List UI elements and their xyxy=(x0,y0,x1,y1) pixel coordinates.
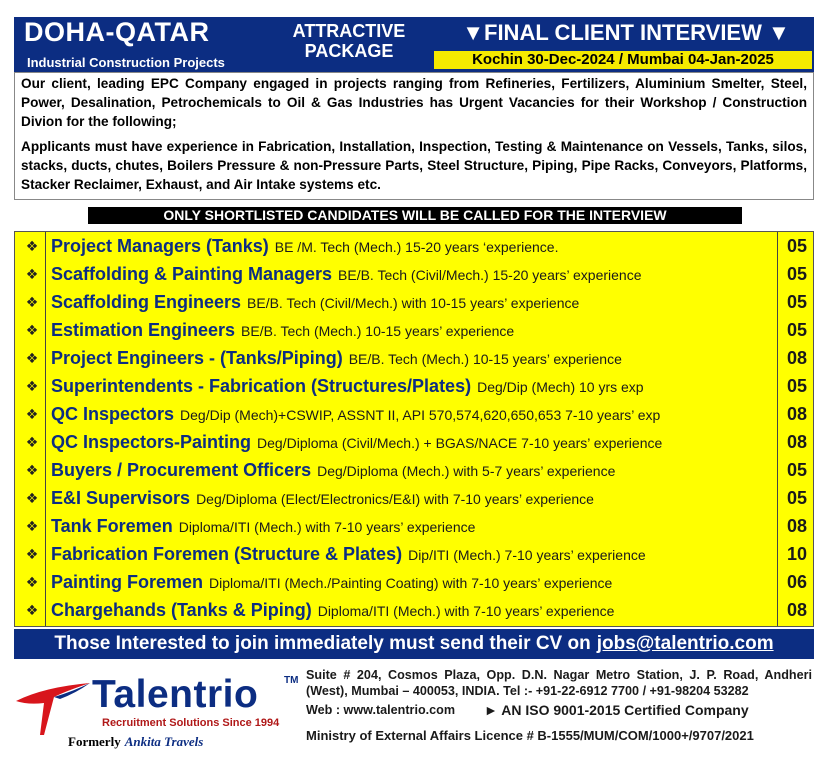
office-address: Suite # 204, Cosmos Plaza, Opp. D.N. Nagar Metro Station, J. P. Road, Andheri (West), Mumbai – 400053, INDIA. Tel :- +91-22-6912 7700 / +91-98204 53282 xyxy=(306,668,812,698)
diamond-bullet-icon: ❖ xyxy=(25,517,39,534)
job-line xyxy=(51,488,594,509)
final-interview-label: ▼FINAL CLIENT INTERVIEW ▼ xyxy=(462,20,790,45)
job-title: Scaffolding Engineers xyxy=(51,291,242,312)
intro-paragraph-requirements: Applicants must have experience in Fabrication, Installation, Inspection, Testing & Maintenance on Vessels, Tanks, silos, stacks, ducts, chutes, Boilers Pressure & non-Pressure Parts, Steel Structure, Piping, Pipe Racks, Conveyors, Platforms, Stacker Reclaimer, Exhaust, and Air Intake systems etc. xyxy=(21,139,807,192)
job-requirements: Deg/Dip (Mech) 10 yrs exp xyxy=(477,378,644,395)
job-vacancy-count: 05 xyxy=(786,291,808,312)
job-line xyxy=(51,264,642,285)
diamond-bullet-icon: ❖ xyxy=(25,265,39,282)
interview-dates: Kochin 30-Dec-2024 / Mumbai 04-Jan-2025 xyxy=(434,51,812,69)
diamond-bullet-icon: ❖ xyxy=(25,349,39,366)
job-line xyxy=(51,544,646,565)
diamond-bullet-icon: ❖ xyxy=(25,377,39,394)
job-requirements: BE/B. Tech (Mech.) 10-15 years’ experience xyxy=(241,322,515,339)
job-title: Tank Foremen xyxy=(51,515,173,536)
job-line xyxy=(51,292,579,313)
logo-tagline: Recruitment Solutions Since 1994 xyxy=(102,717,280,729)
cta-email-link[interactable]: jobs@talentrio.com xyxy=(596,633,774,654)
formerly-label: Formerly xyxy=(68,734,121,749)
diamond-bullet-icon: ❖ xyxy=(25,321,39,338)
job-title: Buyers / Procurement Officers xyxy=(51,459,312,480)
job-title: E&I Supervisors xyxy=(51,487,191,508)
job-vacancy-count: 05 xyxy=(786,459,808,480)
job-row xyxy=(15,597,815,625)
job-title: Superintendents - Fabrication (Structures/Plates) xyxy=(51,375,472,396)
job-requirements: BE/B. Tech (Civil/Mech.) 15-20 years’ experience xyxy=(338,266,642,283)
job-line xyxy=(51,460,615,481)
job-vacancy-count: 05 xyxy=(786,375,808,396)
intro-box xyxy=(14,72,814,200)
talentrio-logo xyxy=(14,667,304,750)
job-vacancy-count: 05 xyxy=(786,487,808,508)
job-requirements: BE/B. Tech (Mech.) 10-15 years’ experience xyxy=(348,350,622,367)
job-line xyxy=(51,432,662,453)
job-row xyxy=(15,457,815,485)
diamond-bullet-icon: ❖ xyxy=(25,405,39,422)
job-requirements: BE/B. Tech (Civil/Mech.) with 10-15 years’ experience xyxy=(247,294,580,311)
job-line xyxy=(51,348,622,369)
job-vacancy-count: 08 xyxy=(786,431,808,452)
attractive-package-label: ATTRACTIVE PACKAGE xyxy=(292,21,406,61)
job-title: Project Engineers - (Tanks/Piping) xyxy=(51,347,343,368)
job-row xyxy=(15,401,815,429)
job-line xyxy=(51,516,475,537)
job-line xyxy=(51,404,660,425)
job-row xyxy=(15,289,815,317)
job-requirements: Diploma/ITI (Mech.) with 7-10 years’ experience xyxy=(178,518,476,535)
job-title: QC Inspectors xyxy=(51,403,175,424)
job-vacancy-count: 10 xyxy=(786,543,808,564)
job-title: Estimation Engineers xyxy=(51,319,236,340)
logo-trademark: TM xyxy=(284,675,299,686)
job-row xyxy=(15,541,815,569)
website-label[interactable]: Web : www.talentrio.com xyxy=(306,703,456,717)
job-vacancy-count: 05 xyxy=(786,319,808,340)
job-line xyxy=(51,236,559,257)
job-row xyxy=(15,261,815,289)
job-title: Painting Foremen xyxy=(51,571,204,592)
location-subtitle: Industrial Construction Projects xyxy=(27,55,225,70)
diamond-bullet-icon: ❖ xyxy=(25,573,39,590)
job-row xyxy=(15,345,815,373)
intro-paragraph-company: Our client, leading EPC Company engaged in projects ranging from Refineries, Fertilizers, Aluminium Smelter, Steel, Power, Desalination, Petrochemicals to Oil & Gas Industries has Urgent Vacancies for their Workshop / Construction Divion for the following; xyxy=(21,76,807,129)
job-title: QC Inspectors-Painting xyxy=(51,431,252,452)
iso-certification: ► AN ISO 9001-2015 Certified Company xyxy=(484,702,749,718)
job-vacancy-count: 05 xyxy=(786,263,808,284)
header-banner xyxy=(14,17,814,72)
licence-number: Ministry of External Affairs Licence # B-1555/MUM/COM/1000+/9707/2021 xyxy=(306,728,754,743)
location-title: DOHA-QATAR xyxy=(24,17,210,47)
job-vacancy-count: 08 xyxy=(786,515,808,536)
job-title: Fabrication Foremen (Structure & Plates) xyxy=(51,543,403,564)
job-line xyxy=(51,572,612,593)
job-requirements: Deg/Dip (Mech)+CSWIP, ASSNT II, API 570,574,620,650,653 7-10 years’ exp xyxy=(180,406,661,423)
diamond-bullet-icon: ❖ xyxy=(25,545,39,562)
cta-text: Those Interested to join immediately must send their CV on xyxy=(54,633,591,654)
job-title: Chargehands (Tanks & Piping) xyxy=(51,599,312,620)
job-row xyxy=(15,485,815,513)
diamond-bullet-icon: ❖ xyxy=(25,489,39,506)
cv-call-to-action xyxy=(14,629,814,659)
job-vacancy-count: 05 xyxy=(786,235,808,256)
job-requirements: BE /M. Tech (Mech.) 15-20 years ‘experience. xyxy=(274,238,559,255)
vacancy-table xyxy=(14,231,814,627)
job-vacancy-count: 06 xyxy=(786,571,808,592)
job-row xyxy=(15,429,815,457)
job-line xyxy=(51,320,514,341)
job-requirements: Diploma/ITI (Mech.) with 7-10 years’ experience xyxy=(317,602,615,619)
job-row xyxy=(15,233,815,261)
job-vacancy-count: 08 xyxy=(786,347,808,368)
logo-wordmark: Talentrio xyxy=(92,673,259,716)
job-requirements: Dip/ITI (Mech.) 7-10 years’ experience xyxy=(408,546,646,563)
job-vacancy-count: 08 xyxy=(786,599,808,620)
job-requirements: Diploma/ITI (Mech./Painting Coating) with 7-10 years’ experience xyxy=(209,574,613,591)
job-row xyxy=(15,513,815,541)
job-row xyxy=(15,317,815,345)
diamond-bullet-icon: ❖ xyxy=(25,433,39,450)
talentrio-swoosh-icon xyxy=(14,677,94,737)
job-line xyxy=(51,600,614,621)
job-row xyxy=(15,373,815,401)
diamond-bullet-icon: ❖ xyxy=(25,461,39,478)
job-title: Project Managers (Tanks) xyxy=(51,235,269,256)
diamond-bullet-icon: ❖ xyxy=(25,293,39,310)
job-advertisement xyxy=(14,17,814,750)
job-requirements: Deg/Diploma (Mech.) with 5-7 years’ experience xyxy=(317,462,616,479)
formerly-note xyxy=(68,734,203,750)
job-title: Scaffolding & Painting Managers xyxy=(51,263,333,284)
diamond-bullet-icon: ❖ xyxy=(25,601,39,618)
job-row xyxy=(15,569,815,597)
job-vacancy-count: 08 xyxy=(786,403,808,424)
former-company-name: Ankita Travels xyxy=(124,734,204,749)
shortlist-notice: ONLY SHORTLISTED CANDIDATES WILL BE CALLED FOR THE INTERVIEW xyxy=(88,207,742,224)
diamond-bullet-icon: ❖ xyxy=(25,237,39,254)
job-line xyxy=(51,376,644,397)
job-requirements: Deg/Diploma (Elect/Electronics/E&I) with 7-10 years’ experience xyxy=(196,490,594,507)
job-requirements: Deg/Diploma (Civil/Mech.) + BGAS/NACE 7-10 years’ experience xyxy=(257,434,663,451)
